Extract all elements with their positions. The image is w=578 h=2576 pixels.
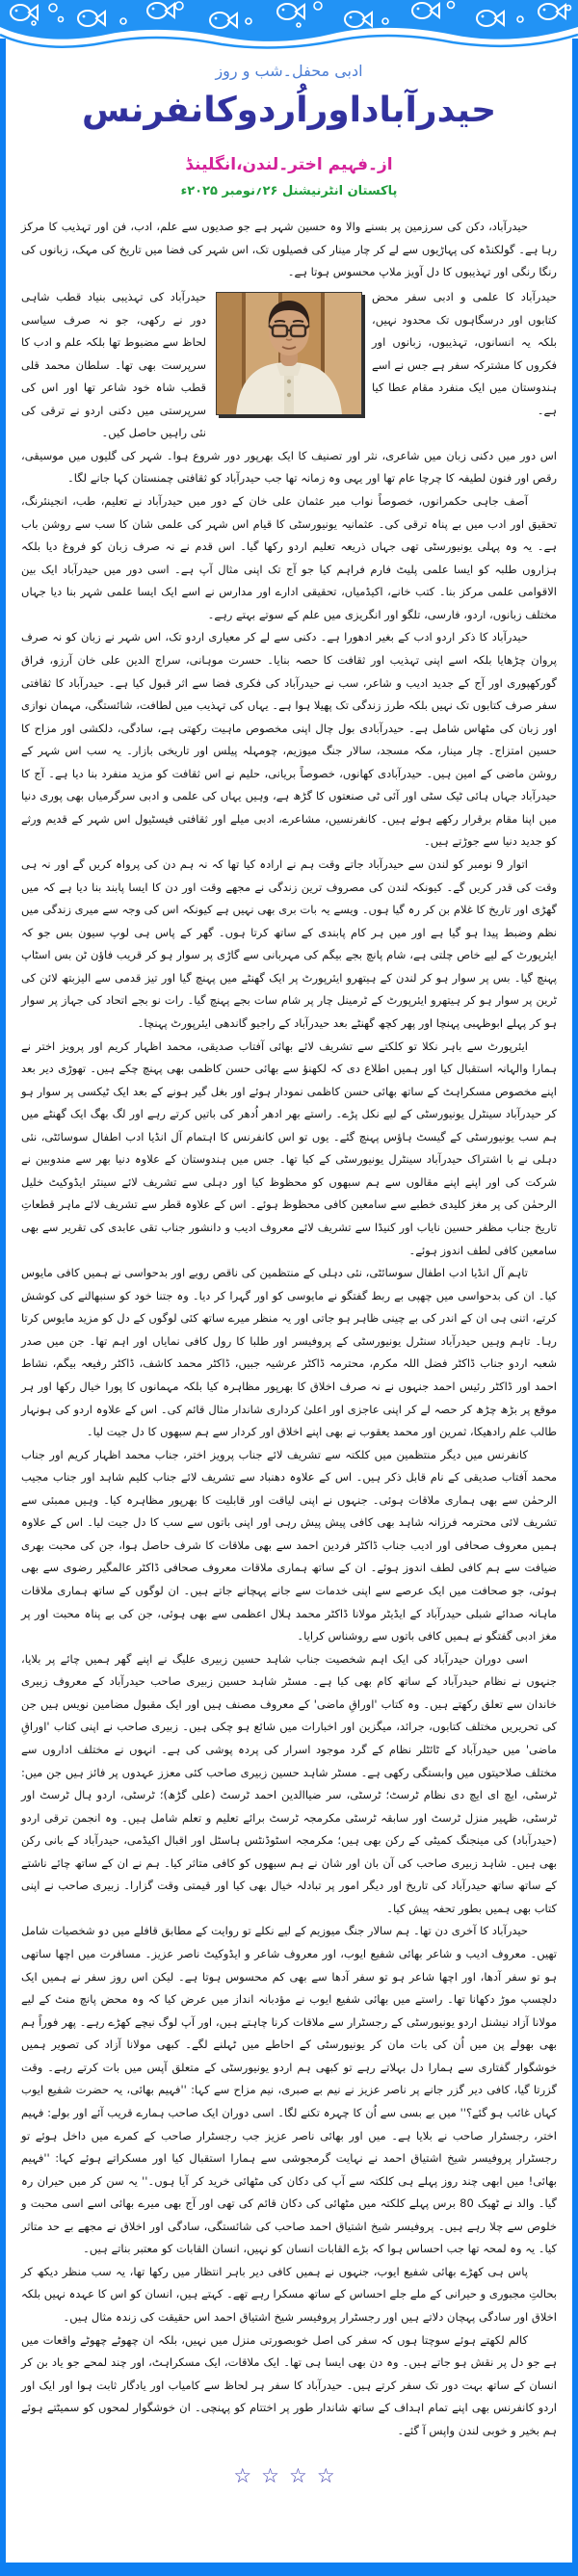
photo-below-text: اس دور میں دکنی زبان میں شاعری، نثر اور تصنیف کا ایک بھرپور دور شروع ہوا۔ شہر کی گلیوں میں موسیقی، رقص اور فنون لطیفہ کا چرچا عام تھا اور یہی وہ زمانہ تھا جب حیدرآباد کو ثقافتی چمنستان کہا جانے لگا۔ <box>21 448 557 486</box>
article-paragraph: پاس ہی کھڑے بھائی شفیع ایوب، جنہوں نے ہمیں کافی دیر باہر انتظار میں رکھا تھا، یہ سب منظر دیکھ کر بحالتِ مجبوری و حیرانی کے ملے جلے احساس کے ساتھ مسکرا رہے تھے۔ کہتے ہیں، انسان کو اس کا عہدہ نہیں بلکہ اخلاق اور سادگی پہچان دلاتے ہیں اور رجسٹرار پروفیسر شیخ اشتیاق احمد اس حقیقت کی زندہ مثال ہیں۔ <box>21 2264 557 2325</box>
dateline: پاکستان انٹرنیشنل ۲۶؍نومبر ۲۰۲۵ء <box>180 184 398 199</box>
article-paragraph: تاہم آل انڈیا ادب اطفال سوسائٹی، نئی دہلی کے منتظمین کی ناقص رویے اور بدحواسی نے ہمیں کافی مایوس کیا۔ ان کی بدحواسی میں چھپی بے ربط گفتگو نے مایوسی کو اور گہرا کر دیا۔ وہ جتنا خود کو سنبھالنے کی کوشش کرتے، اتنی ہی ان کے اندر کی بے چینی ظاہر ہو جاتی اور یہ منظر میرے ساتھ کئی لوگوں کے دل کو مزید مایوس کرتا رہا۔ تاہم وہیں حیدرآباد سنٹرل یونیورسٹی کے پروفیسر اور طلبا کا رول کافی نمایاں اور اہم تھا۔ جن میں صدر شعبہ اردو جناب ڈاکٹر فضل اللہ مکرم، محترمہ ڈاکٹر عرشیہ جبیں، ڈاکٹر محمد کاشف، ڈاکٹر رفیعہ بیگم، نشاط احمد اور ڈاکٹر رئیس احمد جنہوں نے نہ صرف اخلاق کا بھرپور مظاہرہ کیا بلکہ مہمانوں کا پورا خیال رکھا اور ہر موقع پر بڑھ چڑھ کر حصہ لے کر اپنی عاجزی اور اعلیٰ کرداری شاندار مثال قائم کی۔ اس کے علاوہ اردو کی ہونہار طالب علم رادھیکا، ثمرین اور محمد یعقوب نے بھی اپنے اخلاق اور کردار سے ہم سبھوں کا دل جیت لیا۔ <box>21 1266 557 1439</box>
article-paragraph: اسی دوران حیدرآباد کی ایک اہم شخصیت جناب شاہد حسین زبیری علیگ نے اپنے گھر ہمیں چائے پر بلایا، جنہوں نے نظام حیدرآباد کے ساتھ کام بھی کیا ہے۔ مسٹر شاہد حسین زبیری صاحب حیدرآباد کے معروف زبیری خاندان سے تعلق رکھتے ہیں۔ وہ کتاب 'اوراقِ ماضی' کے معروف مصنف ہیں اور ایک مقبول مضامین نویس ہیں جن کی تحریریں مختلف کتابوں، جرائد، میگزین اور اخبارات میں شائع ہو چکی ہیں۔ زبیری صاحب نے اپنی کتاب 'اوراقِ ماضی' میں حیدرآباد کے ٹائٹلر نظام کے گرد موجود اسرار کی پردہ پوشی کی ہے۔ انہوں نے مختلف اداروں سے مختلف صلاحیتوں میں وابستگی رکھی ہے۔ مسٹر شاہد حسین زبیری صاحب کئی معزز عہدوں پر فائز ہیں جن میں: ٹرسٹی، ایچ ای ایچ دی نظام ٹرسٹ؛ ٹرسٹی، سر ضیاالدین احمد ٹرسٹ (علی گڑھ)؛ ٹرسٹی، اردو ہال ٹرسٹ اور ٹرسٹی، ظہیر منزل ٹرسٹ اور سابقہ ٹرسٹی مکرمجہ ٹرسٹ برائے تعلیم و تعلم شامل ہیں۔ وہ انجمن ترقی اردو (حیدرآباد) کی مینجنگ کمیٹی کے رکن بھی ہیں؛ مکرمجہ اسٹوڈنٹس ہاسٹل اور اقبال اکیڈمی، حیدرآباد کے بانی رکن بھی ہیں۔ شاہد زبیری صاحب کی آن بان اور شان نے ہم سبھوں کو کافی متاثر کیا۔ ہم نے ان کے ساتھ چائے ناشتے کے ساتھ ساتھ حیدرآباد کی تاریخ اور دیگر امور پر تبادلہ خیال بھی کیا اور قیمتی وقت گزارا۔ زبیری صاحب نے اپنی کتاب بھی ہمیں بطور تحفہ پیش کیا۔ <box>21 1651 557 1915</box>
article-paragraph: حیدرآباد کا آخری دن تھا۔ ہم سالار جنگ میوزیم کے لیے نکلے تو روایت کے مطابق قافلے میں دو شخصیات شامل تھیں۔ معروف ادیب و شاعر بھائی شفیع ایوب، اور معروف شاعر و ایڈوکیٹ ناصر عزیز۔ مسافرت میں اچھا ساتھی ہو تو سفر آدھا، اور اچھا شاعر ہو تو سفر آدھا سے بھی کم محسوس ہوتا ہے۔ لیکن اس روز سفر نے ہمیں ایک دلچسپ موڑ دکھانا تھا۔ راستے میں بھائی شفیع ایوب نے مؤدبانہ انداز میں عرض کیا کہ وہ محض پانچ منٹ کے لیے مولانا آزاد نیشنل اردو یونیورسٹی کے رجسٹرار سے ملاقات کرنا چاہتے ہیں، اور آپ لوگ نیچے کھڑے رہے۔ پھر فوراً ہم بھی بھولے پن میں اُن کی بات مان کر یونیورسٹی کے احاطے میں ٹہلنے لگے۔ کبھی مولانا آزاد کی تصویر ہمیں خوشگوار گفتاری سے ہمارا دل بہلاتے رہے تو کبھی ہم اردو یونیورسٹی کے متعلق آپس میں بات کرتے رہے۔ وقت گزرتا گیا، کافی دیر گزر جانے پر ناصر عزیز نے نیم بے صبری، نیم مزاح سے کہا: ''فہیم بھائی، یہ حضرت شفیع ایوب کہاں غائب ہو گئے؟'' میں بے بسی سے اُن کا چہرہ تکنے لگا۔ اسی دوران ایک صاحب ہمارے قریب آئے اور بولے: فہیم اختر، رجسٹرار صاحب نے بلایا ہے۔ میں اور بھائی ناصر عزیز جب رجسٹرار صاحب کے کمرے میں داخل ہوئے تو رجسٹرار پروفیسر شیخ اشتیاق احمد نے نہایت گرمجوشی سے ہمارا استقبال کیا اور مسکراتے ہوئے کہا: ''فہیم بھائی! میں ابھی چند روز پہلے ہی کلکتہ سے آپ کی دکان کی مٹھائی خرید کر آیا ہوں۔'' یہ سن کر میں حیران رہ گیا۔ والد نے ٹھیک 80 برس پہلے کلکتہ میں مٹھائی کی دکان قائم کی تھی اور آج بھی میرے بھائی اسے اسی محبت و خلوص سے چلا رہے ہیں۔ پروفیسر شیخ اشتیاق احمد صاحب کی شائستگی، سادگی اور اخلاق نے مجھے بے حد متاثر کیا۔ یہ وہ لمحہ تھا جب احساس ہوا کہ بڑے القابات انسان کو نہیں، انسان القابات کو معتبر بناتے ہیں۔ <box>21 1924 557 2256</box>
intro-paragraph: حیدرآباد، دکن کی سرزمین پر بسنے والا وہ حسین شہر ہے جو صدیوں سے علم، ادب، فن اور تہذیب کا مرکز رہا ہے۔ گولکنڈہ کی پہاڑیوں سے لے کر چار مینار کی فصیلوں تک، اس شہر کی فضا میں تاریخ کی مہک، زبانوں کی رنگا رنگی اور تہذیبوں کا دل آویز ملاپ محسوس ہوتا ہے۔ <box>21 220 557 279</box>
right-page-border <box>572 39 578 2576</box>
article-body <box>21 216 557 2497</box>
photo-paragraph-row <box>21 286 557 445</box>
article-paragraph: کانفرنس میں دیگر منتظمین میں کلکتہ سے تشریف لائے جناب پرویز اختر، جناب محمد اظہار کریم اور جناب محمد آفتاب صدیقی کے نام قابل ذکر ہیں۔ اس کے علاوہ دھنباد سے تشریف لائے جناب کلیم شاہد اور جناب مجیب الرحمٰن سے بھی ہماری ملاقات ہوئی۔ جنہوں نے اپنی لیاقت اور قابلیت کا بھرپور مظاہرہ کیا۔ وہیں ممبئی سے تشریف لائی محترمہ فرزانہ شاہد بھی کافی پیش پیش رہی اور اپنی باتوں سے سب کا دل جیت لیا۔ اس کے علاوہ ہمیں معروف صحافی اور ادیب جناب ڈاکٹر فردین احمد سے بھی ملاقات کا شرف حاصل ہوا، جن کی محبت بھری ضیافت سے ہم کافی لطف اندوز ہوئے۔ ان کے ساتھ ہماری ملاقات معروف صحافی ڈاکٹر عالمگیر رضوی سے بھی ہوئی، جو صحافت میں ایک عرصے سے اپنی خدمات سے جانے پہچانے جاتے ہیں۔ ان لوگوں کے ساتھ ہماری ملاقات ماہانہ صدائے شبلی حیدرآباد کے ایڈیٹر مولانا ڈاکٹر محمد ہلال اعظمی سے بھی ہوئی، جن کی بے پناہ محبت اور پر مغز ادبی گفتگو نے ہمیں کافی باتوں سے روشناس کرایا۔ <box>21 1447 557 1643</box>
decorative-border-top <box>0 0 578 50</box>
article-paragraph: اتوار 9 نومبر کو لندن سے حیدرآباد جاتے وقت ہم نے ارادہ کیا تھا کہ نہ ہم دن کی پرواہ کریں گے اور نہ ہی وقت کی قدر کریں گے۔ کیونکہ لندن کی مصروف ترین زندگی نے مجھے وقت اور دن کا ایسا پابند بنا دیا ہے کہ میں گھڑی اور تاریخ کا غلام بن کر رہ گیا ہوں۔ ویسے یہ بات بری بھی نہیں ہے کیونکہ اس کی وجہ سے میری زندگی میں نظم وضبط پیدا ہو گیا ہے اور میں ہر کام پابندی کے ساتھ کرتا ہوں۔ گھر کے پاس ہی لوپ سیون بس جو کہ ایئرپورٹ کے لیے خاص چلتی ہے، شام پانچ بجے بیگم کی مہربانی سے گاڑی پر سوار ہو کر قریب فاؤن ٹن بس اسٹاپ پہنچ گیا۔ بس پر سوار ہو کر لندن کے ہیتھرو ایئرپورٹ پر ایک گھنٹے میں پہنچ گیا اور تیز قدمی سے الیزبتھ لائن کی ٹرین پر سوار ہو کر ہیتھرو ایئرپورٹ کے ٹرمینل چار پر شام سات بجے پہنچ گیا۔ رات نو بجے اتحاد کی جہاز پر سوار ہو کر پہلے ابوظہبی پہنچا اور پھر کچھ گھنٹے بعد حیدرآباد کے راجیو گاندھی ایئرپورٹ پہنچا۔ <box>21 857 557 1030</box>
masthead: ادبی محفل۔شب و روز <box>215 62 363 80</box>
article-paragraph: کالم لکھتے ہوئے سوچتا ہوں کہ سفر کی اصل خوبصورتی منزل میں نہیں، بلکہ ان چھوٹے چھوٹے واقعات میں ہے جو دل پر نقش ہو جاتے ہیں۔ وہ دن بھی ایسا ہی تھا۔ ایک ملاقات، ایک مسکراہٹ، اور چند لمحے جو یاد بن کر انسان کے ساتھ بہت دور تک سفر کرتے ہیں۔ حیدرآباد کا سفر ہر لحاظ سے کامیاب اور یادگار ثابت ہوا اور ایک اور اردو کانفرنس بھی اپنے تمام اہداف کے ساتھ شاندار طور پر اختتام کو پہنچی۔ ان خوشگوار لمحوں کو سمیٹتے ہوئے ہم بخیر و خوبی لندن واپس آ گئے۔ <box>21 2332 557 2437</box>
photo-left-text: حیدرآباد کی تہذیبی بنیاد قطب شاہی دور نے رکھی، جو نہ صرف سیاسی لحاظ سے مضبوط تھا بلکہ علم و ادب کا سرپرست بھی تھا۔ سلطان محمد قلی قطب شاہ خود شاعر تھا اور اس کی سرپرستی میں دکنی اردو نے ترقی کی نئی راہیں حاصل کیں۔ <box>21 289 206 440</box>
article-title: حیدرآباداوراُردوکانفرنس <box>81 91 497 130</box>
photo-right-text: حیدرآباد کا علمی و ادبی سفر محض کتابوں اور درسگاہوں تک محدود نہیں، بلکہ یہ انسانوں، تہذیبوں، زبانوں اور فکروں کا مشترکہ سفر ہے جس نے اسے ہندوستان میں ایک منفرد مقام عطا کیا ہے۔ <box>372 289 557 417</box>
article-paragraph: آصف جاہی حکمرانوں، خصوصاً نواب میر عثمان علی خان کے دور میں حیدرآباد نے تعلیم، طب، انجینئرنگ، تحقیق اور ادب میں بے پناہ ترقی کی۔ عثمانیہ یونیورسٹی کا قیام اس شہر کی علمی شان کا سب سے روشن باب ہے۔ یہ وہ پہلی یونیورسٹی تھی جہاں ذریعہ تعلیم اردو رکھا گیا۔ اس قدم نے نہ صرف زبان کو فروغ دیا بلکہ ہزاروں طلبہ کو ایسا علمی پلیٹ فارم فراہم کیا جو آج تک اپنی مثال آپ ہے۔ اسی دور میں حیدرآباد ایک بین الاقوامی علمی مرکز بنا۔ کتب خانے، اکیڈمیاں، تحقیقی ادارے اور مدارس نے اسے ایک ایسا علمی شہر بنا دیا جہاں مختلف زبانوں، اردو، فارسی، تلگو اور انگریزی میں علم کے سوتے بہتے رہے۔ <box>21 494 557 621</box>
left-page-border <box>0 39 6 2576</box>
article-paragraphs <box>21 490 557 2442</box>
byline: از۔فہیم اختر۔لندن،انگلینڈ <box>185 155 393 175</box>
author-photo <box>216 292 362 415</box>
article-paragraph: ایئرپورٹ سے باہر نکلا تو کلکتے سے تشریف لائے بھائی آفتاب صدیقی، محمد اظہار کریم اور پرویز اختر نے ہمارا والہانہ استقبال کیا اور ہمیں اطلاع دی کہ لکھنؤ سے بھائی حسن کاظمی بھی پہنچ چکے ہیں۔ تھوڑی دیر بعد اپنے مخصوص مسکراہٹ کے ساتھ بھائی حسن کاظمی نمودار ہوئے اور بغل گیر ہونے کے بعد ایک ٹیکسی پر سوار ہو کر حیدرآباد سینٹرل یونیورسٹی کے لیے نکل پڑے۔ راستے بھر ادھر اُدھر کی باتیں کرتے رہے اور لگ بھگ ایک گھنٹے میں ہم سب یونیورسٹی کے گیسٹ ہاؤس پہنچ گئے۔ یوں تو اس کانفرنس کا اہتمام آل انڈیا ادب اطفال سوسائٹی، نئی دہلی نے با اشتراک حیدرآباد سینٹرل یونیورسٹی کے کیا تھا۔ جس میں ہندوستان کے علاوہ دنیا بھر سے مندوبین نے شرکت کی اور اپنے اپنے مقالوں سے ہم سبھوں کو محظوظ کیا اور دہلی سے تشریف لائے سینئر ایڈوکیٹ خلیل الرحمٰن کی پر مغز کلیدی خطبے سے سامعین کافی محظوظ ہوئے۔ اس کے علاوہ قطر سے تشریف لائے ماہر قطعاتِ تاریخ جناب مظفر حسین نایاب اور کنیڈا سے تشریف لائے معروف ادیب و دانشور جناب تقی عابدی کی تقریر سے بھی سامعین کافی لطف اندوز ہوئے۔ <box>21 1038 557 1257</box>
decorative-border-bottom <box>0 2563 578 2576</box>
article-paragraph: حیدرآباد کا ذکر اردو ادب کے بغیر ادھورا ہے۔ دکنی سے لے کر معیاری اردو تک، اس شہر نے زبان کو نہ صرف پروان چڑھایا بلکہ اسے اپنی تہذیب اور ثقافت کا حصہ بنایا۔ حسرت موہانی، سراج الدین علی خان آرزو، فراق گورکھپوری اور آج کے جدید ادیب و شاعر، سب نے حیدرآباد کی فکری فضا سے اثر قبول کیا ہے۔ حیدرآباد کا ثقافتی سفر صرف کتابوں تک نہیں بلکہ طرز زندگی تک پھیلا ہوا ہے۔ یہاں کی تہذیب میں لطافت، شائستگی، مہمان نوازی اور زبان کی مٹھاس شامل ہے۔ حیدرآبادی بول چال اپنی مخصوص ماہیت رکھتی ہے، سادگی، دلکشی اور مزاح کا حسین امتزاج۔ چار مینار، مکہ مسجد، سالار جنگ میوزیم، چومہلہ پیلس اور تاریخی بازار۔ یہ سب اس شہر کے روشن ماضی کے امین ہیں۔ حیدرآبادی کھانوں، خصوصاً بریانی، حلیم نے اس ثقافت کو مزید منفرد بنا دیا ہے۔ آج کا حیدرآباد جہاں ہائی ٹیک سٹی اور آئی ٹی صنعتوں کا گڑھ ہے، وہیں یہاں کی علمی و ادبی سرگرمیاں بھی پوری دنیا میں اپنا مقام برقرار رکھے ہوئے ہیں۔ کانفرنسیں، مشاعرے، ادبی میلے اور ثقافتی فیسٹیول اس شہر کے قدیم ورثے کو جدید دنیا سے جوڑتے ہیں۔ <box>21 630 557 849</box>
end-star-separator: ☆☆☆☆ <box>233 2464 345 2488</box>
